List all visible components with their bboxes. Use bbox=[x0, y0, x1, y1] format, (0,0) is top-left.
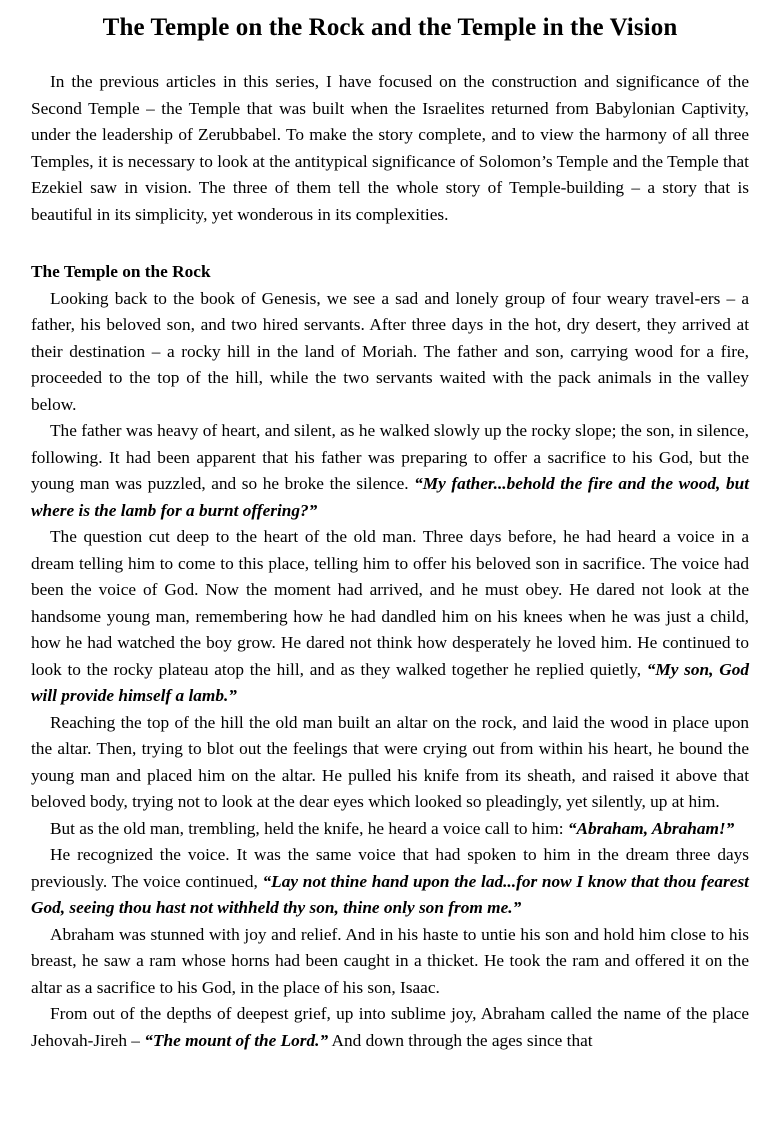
paragraph-text: The father was heavy of heart, and silent, as he walked slowly up the rocky slope; the son, in silence, following. It had been apparent that his father was preparing to offer a sacrifice to his God, but the young man was puzzled, and so he broke the silence. bbox=[31, 421, 749, 493]
paragraph-travelers: Looking back to the book of Genesis, we see a sad and lonely group of four weary travel-ers – a father, his beloved son, and two hired servants. After three days in the hot, dry desert, they arrived at their destination – a rocky hill in the land of Moriah. The father and son, carrying wood for a fire, proceeded to the top of the hill, while the two servants waited with the pack animals in the valley below. bbox=[31, 288, 749, 414]
paragraph-recognition bbox=[31, 842, 749, 922]
paragraph-ram: Abraham was stunned with joy and relief. And in his haste to untie his son and hold him close to his breast, he saw a ram whose horns had been caught in a thicket. He took the ram and offered it on the altar as a sacrifice to his God, in the place of his son, Isaac. bbox=[31, 924, 749, 997]
paragraph-text: He recognized the voice. It was the same voice that had spoken to him in the dream three days previously. The voice continued, bbox=[31, 845, 749, 891]
quote-abraham-lamb: “My son, God will provide himself a lamb.” bbox=[31, 659, 749, 705]
paragraph-question bbox=[31, 524, 749, 710]
intro-paragraph: In the previous articles in this series, I have focused on the construction and significance of the Second Temple – the Temple that was built when the Israelites returned from Babylonian Captivity, under the leadership of Zerubbabel. To make the story complete, and to view the harmony of all three Temples, it is necessary to look at the antitypical significance of Solomon’s Temple and the Temple that Ezekiel saw in vision. The three of them tell the whole story of Temple-building – a story that is beautiful in its simplicity, yet wonderous in its complexities. bbox=[31, 72, 749, 224]
quote-isaac: “My father...behold the fire and the wood, but where is the lamb for a burnt offering?” bbox=[31, 474, 749, 520]
paragraph-text: But as the old man, trembling, held the knife, he heard a voice call to him: bbox=[50, 818, 568, 838]
quote-abraham-name: “Abraham, Abraham!” bbox=[567, 818, 735, 838]
paragraph-text: From out of the depths of deepest grief, up into sublime joy, Abraham called the name of the place Jehovah-Jireh – bbox=[31, 1004, 749, 1050]
paragraph-text: The question cut deep to the heart of the old man. Three days before, he had heard a voice in a dream telling him to come to this place, telling him to offer his beloved son in sacrifice. The voice had been the voice of God. Now the moment had arrived, and he must obey. He dared not look at the handsome young man, remembering how he had dandled him on his knees when he was just a child, how he had watched the boy grow. He dared not think how desperately he loved him. He continued to look to the rocky plateau atop the hill, and as they walked together he replied quietly, bbox=[31, 527, 749, 679]
quote-mount-of-lord: “The mount of the Lord.” bbox=[144, 1030, 329, 1050]
document-title: The Temple on the Rock and the Temple in the Vision bbox=[102, 14, 678, 41]
paragraph-silence bbox=[31, 418, 749, 524]
quote-lay-not-hand: “Lay not thine hand upon the lad...for now I know that thou fearest God, seeing thou hast not withheld thy son, thine only son from me.” bbox=[31, 871, 749, 917]
paragraph-jehovah-jireh bbox=[31, 1001, 749, 1054]
paragraph-text-tail: And down through the ages since that bbox=[328, 1030, 593, 1050]
section-heading: The Temple on the Rock bbox=[31, 262, 211, 281]
paragraph-altar: Reaching the top of the hill the old man built an altar on the rock, and laid the wood in place upon the altar. Then, trying to blot out the feelings that were crying out from within his heart, he bound the young man and placed him on the altar. He pulled his knife from its sheath, and raised it above that beloved body, trying not to look at the dear eyes which looked so pleadingly, yet silently, up at him. bbox=[31, 712, 749, 811]
paragraph-voice-call bbox=[31, 816, 749, 843]
